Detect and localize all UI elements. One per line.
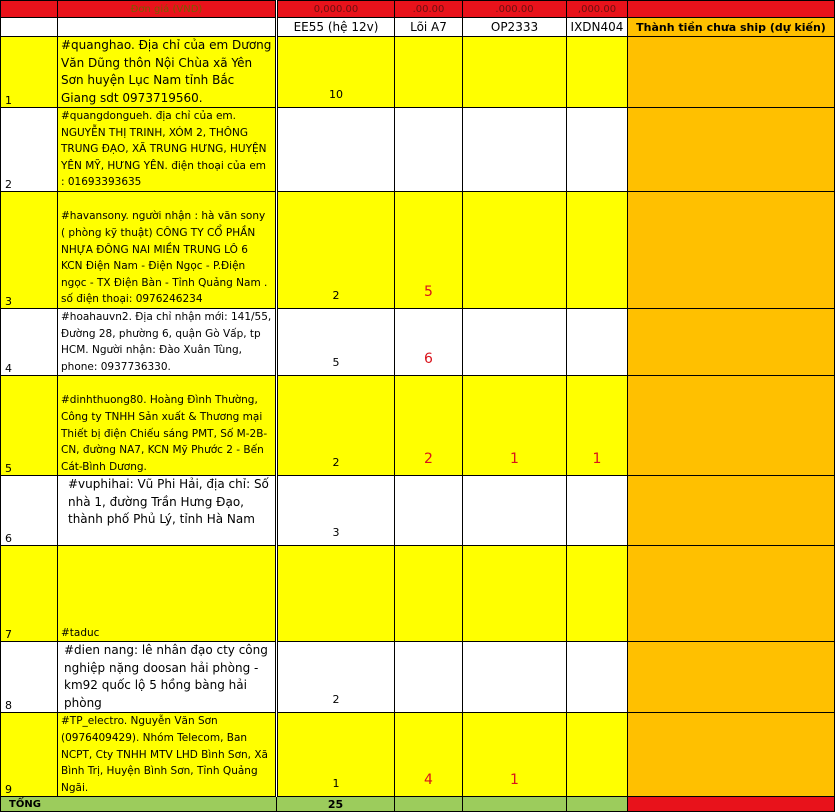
table-row: [1, 642, 835, 713]
qty-ee55[interactable]: [277, 546, 395, 642]
total-loi-a7[interactable]: [395, 797, 463, 812]
row-number[interactable]: 5: [1, 376, 58, 476]
address-cell[interactable]: #dien nang: lê nhân đạo cty công nghiệp nặng doosan hải phòng - km92 quốc lộ 5 hồng bàng hải phòng: [58, 642, 277, 713]
price-ixdn404[interactable]: ,000.00: [567, 1, 628, 18]
header-ee55[interactable]: EE55 (hệ 12v): [277, 18, 395, 37]
row-number[interactable]: 4: [1, 309, 58, 376]
header-loi-a7[interactable]: Lõi A7: [395, 18, 463, 37]
total-label[interactable]: TỔNG: [1, 797, 277, 812]
subtotal-cell[interactable]: [628, 108, 835, 192]
address-cell[interactable]: #hoahauvn2. Địa chỉ nhận mới: 141/55, Đường 28, phường 6, quận Gò Vấp, tp HCM. Người nhận: Đào Xuân Tùng, phone: 0937736330.: [58, 309, 277, 376]
header-blank-num[interactable]: [1, 18, 58, 37]
qty-ixdn404[interactable]: [567, 546, 628, 642]
qty-loi-a7[interactable]: [395, 37, 463, 108]
header-row: [1, 18, 835, 37]
qty-ixdn404[interactable]: [567, 37, 628, 108]
qty-op2333[interactable]: [463, 192, 567, 309]
qty-ixdn404[interactable]: [567, 713, 628, 797]
subtotal-cell[interactable]: [628, 192, 835, 309]
address-cell[interactable]: #quangdongueh. địa chỉ của em. NGUYỄN THỊ TRINH, XÓM 2, THÔNG TRUNG ĐẠO, XÃ TRUNG HƯNG, HUYỆN YÊN MỸ, HƯNG YÊN. điện thoại của em : 01693393635: [58, 108, 277, 192]
table-row: [1, 476, 835, 546]
header-blank-address[interactable]: [58, 18, 277, 37]
qty-op2333[interactable]: [463, 309, 567, 376]
table-row: [1, 37, 835, 108]
header-op2333[interactable]: OP2333: [463, 18, 567, 37]
price-label[interactable]: Đơn giá (VND): [58, 1, 277, 18]
qty-op2333[interactable]: 1: [463, 713, 567, 797]
subtotal-cell[interactable]: [628, 376, 835, 476]
header-subtotal[interactable]: Thành tiền chưa ship (dự kiến): [628, 18, 835, 37]
qty-ee55[interactable]: 2: [277, 376, 395, 476]
qty-loi-a7[interactable]: 4: [395, 713, 463, 797]
qty-ixdn404[interactable]: [567, 192, 628, 309]
address-cell[interactable]: #taduc: [58, 546, 277, 642]
table-row: [1, 309, 835, 376]
row-number[interactable]: 6: [1, 476, 58, 546]
total-op2333[interactable]: [463, 797, 567, 812]
address-cell[interactable]: #TP_electro. Nguyễn Văn Sơn (0976409429). Nhóm Telecom, Ban NCPT, Cty TNHH MTV LHD Bình Sơn, Xã Bình Trị, Huyện Bình Sơn, Tỉnh Quảng Ngãi.: [58, 713, 277, 797]
qty-ee55[interactable]: 2: [277, 642, 395, 713]
price-subtotal-cell[interactable]: [628, 1, 835, 18]
subtotal-cell[interactable]: [628, 476, 835, 546]
subtotal-cell[interactable]: [628, 37, 835, 108]
row-number[interactable]: 7: [1, 546, 58, 642]
total-row: [1, 797, 835, 812]
corner-cell[interactable]: [1, 1, 58, 18]
qty-ee55[interactable]: 5: [277, 309, 395, 376]
price-loi-a7[interactable]: .00.00: [395, 1, 463, 18]
address-cell[interactable]: #vuphihai: Vũ Phi Hải, địa chỉ: Số nhà 1, đường Trần Hưng Đạo, thành phố Phủ Lý, tỉnh Hà Nam: [58, 476, 277, 546]
total-subtotal[interactable]: [628, 797, 835, 812]
price-op2333[interactable]: .000.00: [463, 1, 567, 18]
row-number[interactable]: 2: [1, 108, 58, 192]
price-row: [1, 1, 835, 18]
qty-ee55[interactable]: 2: [277, 192, 395, 309]
address-cell[interactable]: #havansony. người nhận : hà văn sony ( phòng kỹ thuật) CÔNG TY CỔ PHẦN NHỰA ĐÔNG NAI MIỀN TRUNG LÔ 6 KCN Điện Nam - Điện Ngọc - P.Điện ngọc - TX Điện Bàn - Tỉnh Quảng Nam . số điện thoại: 0976246234: [58, 192, 277, 309]
qty-loi-a7[interactable]: 2: [395, 376, 463, 476]
qty-op2333[interactable]: [463, 476, 567, 546]
qty-ixdn404[interactable]: [567, 476, 628, 546]
qty-op2333[interactable]: [463, 37, 567, 108]
table-row: [1, 192, 835, 309]
qty-loi-a7[interactable]: 5: [395, 192, 463, 309]
qty-loi-a7[interactable]: [395, 108, 463, 192]
subtotal-cell[interactable]: [628, 713, 835, 797]
address-cell[interactable]: #quanghao. Địa chỉ của em Dương Văn Dũng thôn Nội Chùa xã Yên Sơn huyện Lục Nam tỉnh Bắc Giang sdt 0973719560.: [58, 37, 277, 108]
qty-loi-a7[interactable]: 6: [395, 309, 463, 376]
subtotal-cell[interactable]: [628, 309, 835, 376]
qty-ee55[interactable]: [277, 108, 395, 192]
header-ixdn404[interactable]: IXDN404: [567, 18, 628, 37]
qty-op2333[interactable]: [463, 642, 567, 713]
table-row: [1, 108, 835, 192]
row-number[interactable]: 3: [1, 192, 58, 309]
qty-op2333[interactable]: 1: [463, 376, 567, 476]
price-ee55[interactable]: 0,000.00: [277, 1, 395, 18]
qty-ee55[interactable]: 10: [277, 37, 395, 108]
total-ixdn404[interactable]: [567, 797, 628, 812]
table-row: [1, 713, 835, 797]
address-cell[interactable]: #dinhthuong80. Hoàng Đình Thường, Công ty TNHH Sản xuất & Thương mại Thiết bị điện Chiếu sáng PMT, Số M-2B-CN, đường NA7, KCN Mỹ Phước 2 - Bến Cát-Bình Dương.: [58, 376, 277, 476]
row-number[interactable]: 9: [1, 713, 58, 797]
qty-ixdn404[interactable]: [567, 309, 628, 376]
table-row: [1, 376, 835, 476]
qty-ixdn404[interactable]: [567, 642, 628, 713]
qty-ee55[interactable]: 3: [277, 476, 395, 546]
qty-ixdn404[interactable]: [567, 108, 628, 192]
subtotal-cell[interactable]: [628, 642, 835, 713]
qty-op2333[interactable]: [463, 546, 567, 642]
qty-loi-a7[interactable]: [395, 642, 463, 713]
qty-loi-a7[interactable]: [395, 476, 463, 546]
qty-ee55[interactable]: 1: [277, 713, 395, 797]
table-row: [1, 546, 835, 642]
qty-loi-a7[interactable]: [395, 546, 463, 642]
row-number[interactable]: 1: [1, 37, 58, 108]
total-ee55[interactable]: 25: [277, 797, 395, 812]
qty-ixdn404[interactable]: 1: [567, 376, 628, 476]
row-number[interactable]: 8: [1, 642, 58, 713]
qty-op2333[interactable]: [463, 108, 567, 192]
subtotal-cell[interactable]: [628, 546, 835, 642]
